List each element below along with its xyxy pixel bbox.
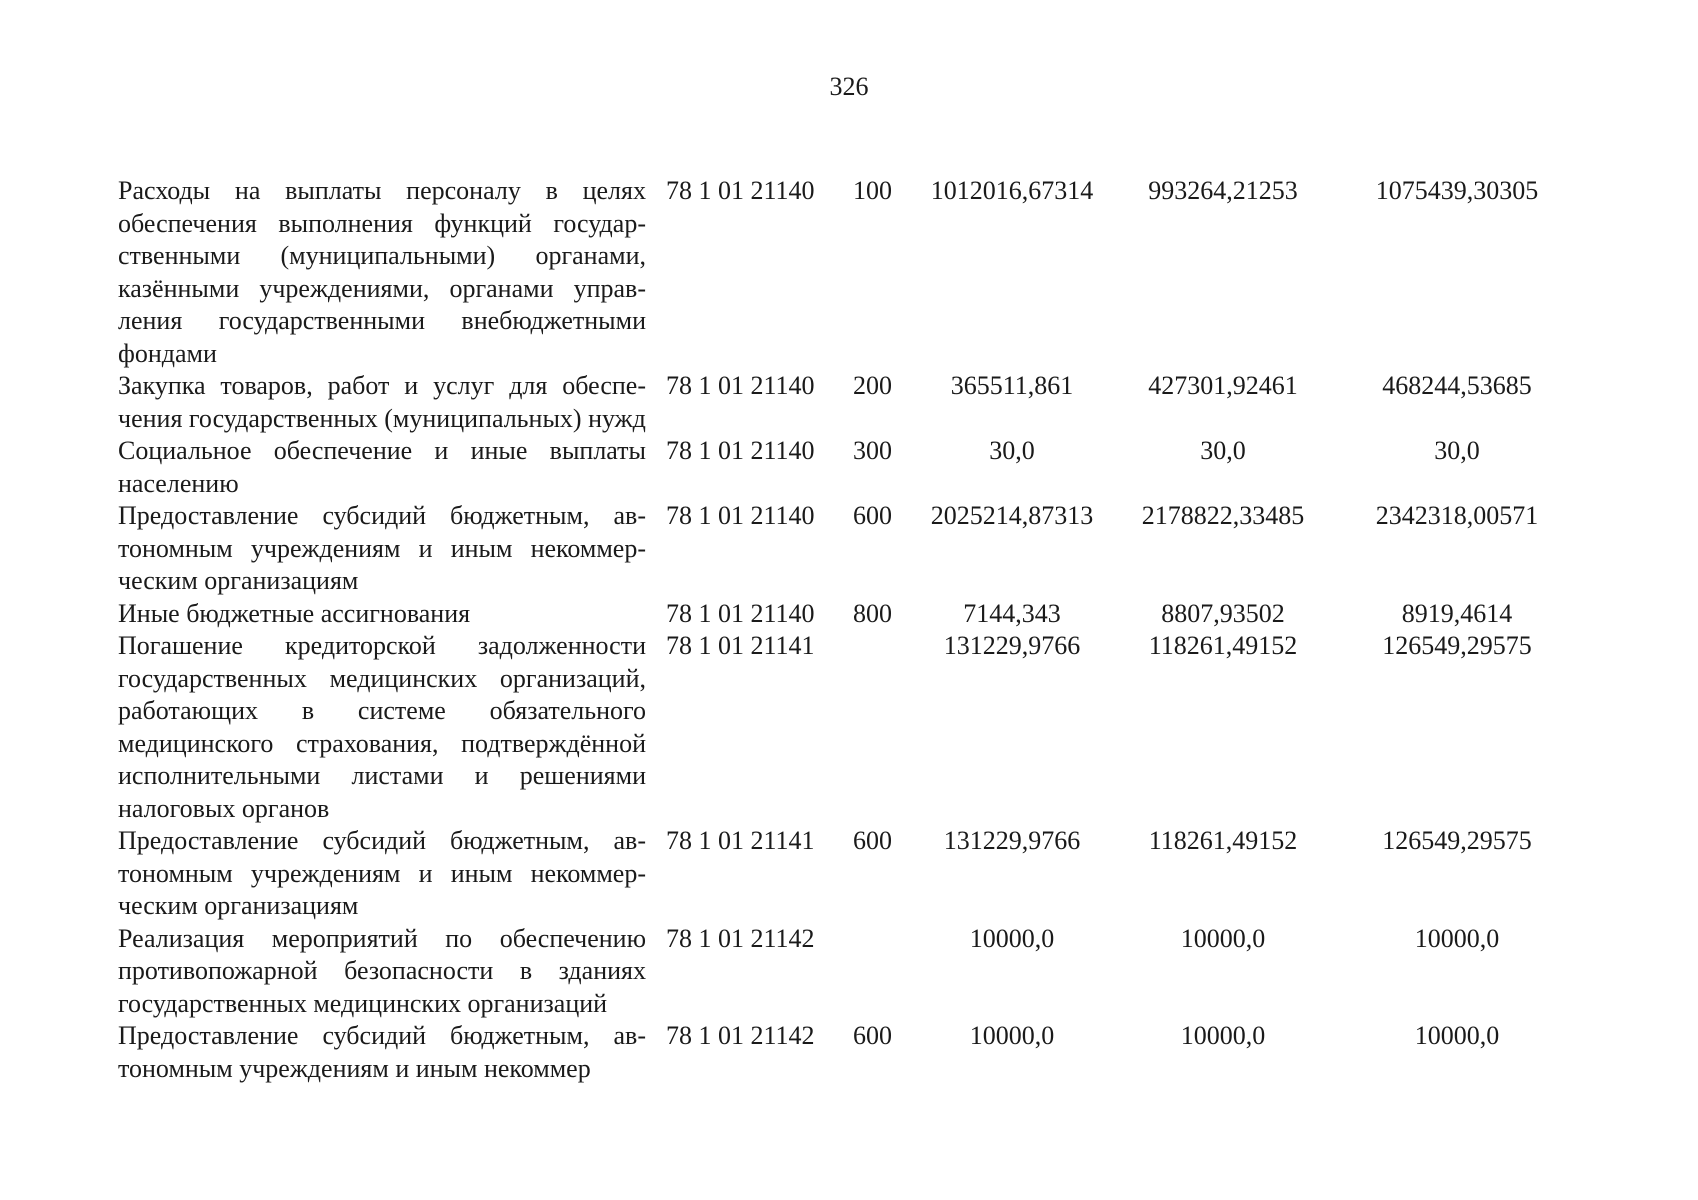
target-article-code-cell: 78 1 01 21142 [666,923,815,953]
amount-year1-cell: 7144,343 [963,598,1061,628]
target-article-code-cell: 78 1 01 21140 [666,598,815,628]
expense-type-code-cell: 200 [853,371,892,400]
table-row [118,825,1577,923]
amount-year1-cell: 1012016,67314 [930,176,1094,205]
expense-name-cell: Предоставление субсидий бюджетным, автономным учреждениям и иным некоммерческим организациям [118,826,646,920]
amount-year1-cell: 131229,9766 [943,826,1081,855]
expense-type-code-cell [853,630,915,825]
amount-year2-cell: 8807,93502 [1161,598,1285,628]
amount-year3-cell: 126549,29575 [1382,631,1532,660]
target-article-code-cell: 78 1 01 21140 [666,501,815,530]
amount-year3-cell: 8919,4614 [1401,598,1513,628]
budget-table [118,175,1577,1085]
amount-year2-cell: 118261,49152 [1148,631,1298,660]
expense-type-code-cell: 100 [853,176,892,205]
amount-year3-cell: 10000,0 [1414,923,1500,953]
amount-year2-cell: 427301,92461 [1148,371,1298,400]
expense-type-code-cell [853,923,915,1021]
amount-year1-cell: 10000,0 [969,923,1055,953]
target-article-code-cell: 78 1 01 21140 [666,436,815,465]
expense-name-cell: Погашение кредиторской задолженности государственных медицинских организаций, работающих в системе обязательного медицинского страхования, подтверждённой исполнительными листами и решениями налоговых органов [118,631,646,823]
expense-type-code-cell: 300 [853,436,892,465]
target-article-code-cell: 78 1 01 21140 [666,176,815,205]
page-number: 326 [829,72,869,101]
amount-year3-cell: 126549,29575 [1382,826,1532,855]
amount-year2-cell: 30,0 [1200,436,1246,465]
table-row [118,923,1577,1021]
amount-year2-cell: 10000,0 [1180,923,1266,953]
amount-year3-cell: 10000,0 [1414,1021,1500,1050]
expense-name-cell: Закупка товаров, работ и услуг для обеспечения государственных (муниципальных) нужд [118,371,646,433]
expense-type-code-cell: 600 [853,1021,892,1050]
table-row [118,370,1577,435]
amount-year3-cell: 468244,53685 [1382,371,1532,400]
table-row [118,175,1577,370]
amount-year2-cell: 10000,0 [1180,1021,1266,1050]
expense-name-cell: Социальное обеспечение и иные выплаты населению [118,436,646,498]
amount-year1-cell: 30,0 [989,436,1035,465]
expense-type-code-cell: 600 [853,826,892,855]
table-row [118,1020,1577,1085]
table-row [118,630,1577,825]
table-row [118,598,1577,631]
amount-year3-cell: 30,0 [1434,436,1480,465]
expense-name-cell: Предоставление субсидий бюджетным, автономным учреждениям и иным некоммерческим организациям [118,501,646,595]
amount-year1-cell: 10000,0 [969,1021,1055,1050]
expense-name-cell: Реализация мероприятий по обеспечению противопожарной безопасности в зданиях государственных медицинских организаций [118,923,646,1018]
table-row [118,500,1577,598]
target-article-code-cell: 78 1 01 21140 [666,371,815,400]
target-article-code-cell: 78 1 01 21141 [666,631,815,660]
target-article-code-cell: 78 1 01 21141 [666,826,815,855]
expense-type-code-cell: 800 [853,598,892,628]
amount-year2-cell: 993264,21253 [1148,176,1298,205]
amount-year2-cell: 2178822,33485 [1141,501,1305,530]
expense-type-code-cell: 600 [853,501,892,530]
expense-name-cell: Предоставление субсидий бюджетным, автономным учреждениям и иным некоммер [118,1021,646,1083]
expense-name-cell: Иные бюджетные ассигнования [118,598,471,628]
amount-year1-cell: 2025214,87313 [930,501,1094,530]
amount-year3-cell: 1075439,30305 [1375,176,1539,205]
table-row [118,435,1577,500]
amount-year3-cell: 2342318,00571 [1375,501,1539,530]
amount-year1-cell: 365511,861 [950,371,1074,400]
amount-year1-cell: 131229,9766 [943,631,1081,660]
expense-name-cell: Расходы на выплаты персоналу в целях обеспечения выполнения функций государственными (муниципальными) органами, казёнными учреждениями, органами управления государственными внебюджетными фондами [118,176,646,368]
target-article-code-cell: 78 1 01 21142 [666,1021,815,1050]
amount-year2-cell: 118261,49152 [1148,826,1298,855]
